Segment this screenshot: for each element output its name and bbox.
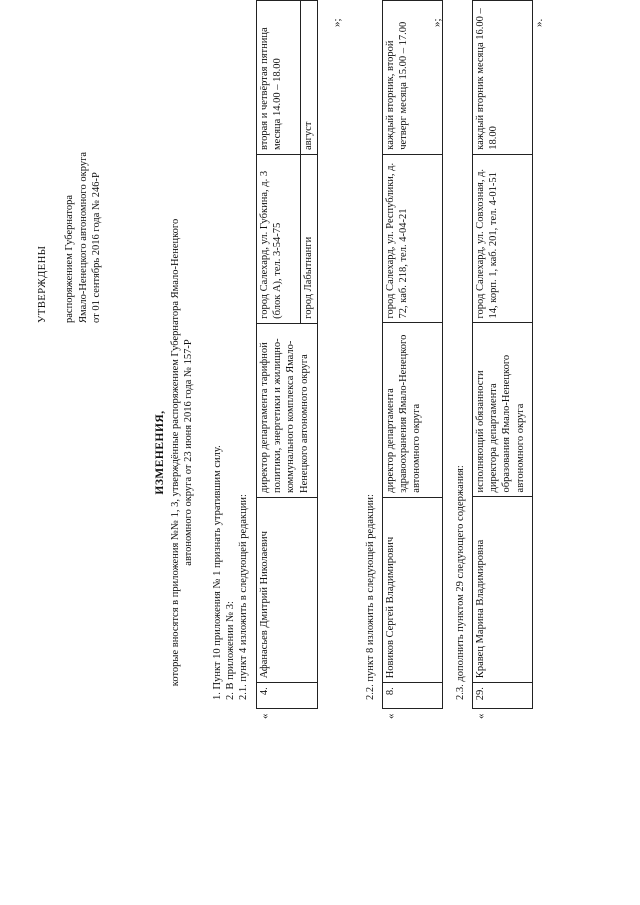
cell-address: город Салехард, ул. Республики, д. 72, каб. 218, тел. 4-04-21	[383, 154, 443, 323]
cell-address: город Лабытнанги	[301, 155, 318, 324]
item-2-1: 2.1. пункт 4 изложить в следующей редакции:	[238, 494, 249, 700]
approval-line: Ямало-Ненецкого автономного округа	[77, 151, 89, 323]
cell-address: город Салехард, ул. Губкина, д. 3 (блок А), тел. 3-54-75	[257, 155, 301, 324]
table-row	[383, 1, 443, 709]
item-2-2: 2.2. пункт 8 изложить в следующей редакции:	[365, 494, 376, 700]
item-2: 2. В приложении № 3:	[225, 601, 236, 700]
approval-line: распоряжением Губернатора	[64, 195, 76, 323]
cell-position: директор департамента тарифной политики, энергетики и жилищно-коммунального комплекса Ямало-Ненецкого автономного округа	[257, 323, 318, 497]
cell-address: город Салехард, ул. Совхозная, д. 14, корп. 1, каб. 201, тел. 4-01-51	[473, 154, 533, 323]
table-row	[257, 1, 301, 709]
quote-close: ».	[533, 18, 545, 27]
quote-open: «	[385, 713, 397, 719]
cell-number: 8.	[383, 683, 443, 709]
cell-name: Афанасьев Дмитрий Николаевич	[257, 497, 318, 682]
table-row	[473, 1, 533, 709]
table-item-29	[472, 0, 533, 709]
quote-open: «	[259, 713, 271, 719]
document-title: ИЗМЕНЕНИЯ,	[154, 410, 166, 495]
cell-position: исполняющий обязанности директора департамента образования Ямало-Ненецкого автономного округа	[473, 323, 533, 497]
cell-name: Кравец Марина Владимировна	[473, 497, 533, 683]
cell-schedule: каждый вторник месяца 16.00 – 18.00	[473, 1, 533, 155]
cell-position: директор департамента здравоохранения Ямало-Ненецкого автономного округа	[383, 323, 443, 497]
approval-block	[36, 53, 104, 323]
quote-close: »;	[431, 18, 443, 27]
approval-line: от 01 сентябрь 2016 года № 246-Р	[91, 172, 103, 323]
cell-schedule: каждый вторник, второй четверг месяца 15.00 – 17.00	[383, 1, 443, 155]
table-item-4	[256, 0, 318, 709]
cell-name: Новиков Сергей Владимирович	[383, 497, 443, 683]
document-heading	[153, 0, 195, 905]
cell-schedule: вторая и четвёртая пятница месяца 14.00 – 18.00	[257, 1, 301, 155]
cell-number: 4.	[257, 683, 318, 709]
table-item-8	[382, 0, 443, 709]
item-1: 1. Пункт 10 приложения № 1 признать утратившим силу.	[212, 445, 223, 700]
item-2-3: 2.3. дополнить пунктом 29 следующего содержания:	[455, 465, 466, 700]
quote-open: «	[475, 713, 487, 719]
quote-close: »;	[331, 18, 343, 27]
cell-number: 29.	[473, 683, 533, 709]
document-subtitle: которые вносятся в приложения №№ 1, 3, утверждённые распоряжением Губернатора Ямало-Ненецкого автономного округа от 23 июня 2016 года № 157-Р	[169, 218, 194, 687]
approval-title: УТВЕРЖДЕНЫ	[37, 245, 48, 323]
cell-schedule: август	[301, 1, 318, 155]
